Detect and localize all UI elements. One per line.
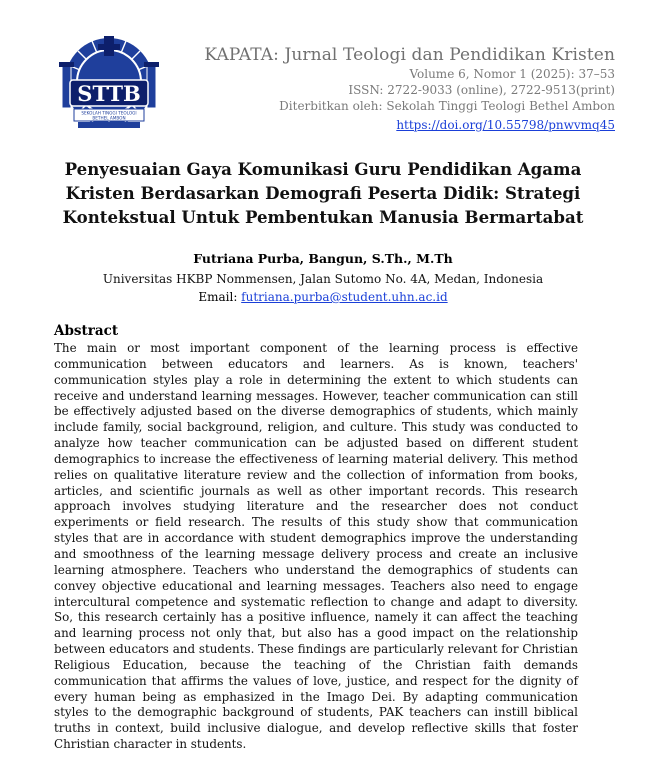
author-affiliation: Universitas HKBP Nommensen, Jalan Sutomo No. 4A, Medan, Indonesia <box>102 272 544 286</box>
author-name: Futriana Purba, Bangun, S.Th., M.Th <box>193 251 453 266</box>
email-link[interactable]: futriana.purba@student.uhn.ac.id <box>241 290 448 304</box>
title-line-1: Penyesuaian Gaya Komunikasi Guru Pendidikan Agama <box>64 159 582 179</box>
svg-text:BETHEL AMBON: BETHEL AMBON <box>92 115 126 121</box>
title-line-2: Kristen Berdasarkan Demografi Peserta Didik: Strategi <box>65 183 581 203</box>
journal-issn: ISSN: 2722-9033 (online), 2722-9513(print) <box>348 83 615 97</box>
journal-header <box>204 44 615 133</box>
author-email <box>0 290 646 304</box>
journal-publisher: Diterbitkan oleh: Sekolah Tinggi Teologi Bethel Ambon <box>279 99 615 113</box>
logo-text: STTB <box>77 81 141 106</box>
abstract-heading: Abstract <box>54 323 119 339</box>
journal-volume: Volume 6, Nomor 1 (2025): 37–53 <box>409 67 615 81</box>
journal-title: KAPATA: Jurnal Teologi dan Pendidikan Kristen <box>204 45 615 65</box>
email-label: Email: <box>198 290 242 304</box>
svg-text:SEKOLAH TINGGI TEOLOGI: SEKOLAH TINGGI TEOLOGI <box>81 110 137 116</box>
title-line-3: Kontekstual Untuk Pembentukan Manusia Bermartabat <box>62 207 584 227</box>
doi-link[interactable]: https://doi.org/10.55798/pnwvmq45 <box>396 118 615 132</box>
article-title <box>40 157 606 229</box>
abstract-text: The main or most important component of the learning process is effective communication between educators and learners. As is known, teachers' communication styles play a role in determining the extent to which students can receive and understand learning messages. However, teacher communication can still be effectively adjusted based on the diverse demographics of students, which mainly include family, social background, religion, and culture. This study was conducted to analyze how teacher communication can be adjusted based on different student demographics to increase the effectiveness of learning material delivery. This method relies on qualitative literature review and the collection of information from books, articles, and scientific journals as well as other important records. This research approach involves studying literature and the researcher does not conduct experiments or field research. The results of this study show that communication styles that are in accordance with student demographics improve the understanding and smoothness of the learning message delivery process and create an inclusive learning atmosphere. Teachers who understand the demographics of students can convey objective educational and learning messages. Teachers also need to engage intercultural competence and systematic reflection to change and adapt to diversity. So, this research certainly has a positive influence, namely it can affect the teaching and learning process not only that, but also has a good impact on the relationship between educators and students. These findings are particularly relevant for Christian Religious Education, because the teaching of the Christian faith demands communication that affirms the values of love, justice, and respect for the dignity of every human being as emphasized in the Imago Dei. By adapting communication styles to the demographic background of students, PAK teachers can instill biblical truths in context, build inclusive dialogue, and develop reflective skills that foster Christian character in students. <box>54 341 578 752</box>
sttb-logo <box>54 30 164 132</box>
